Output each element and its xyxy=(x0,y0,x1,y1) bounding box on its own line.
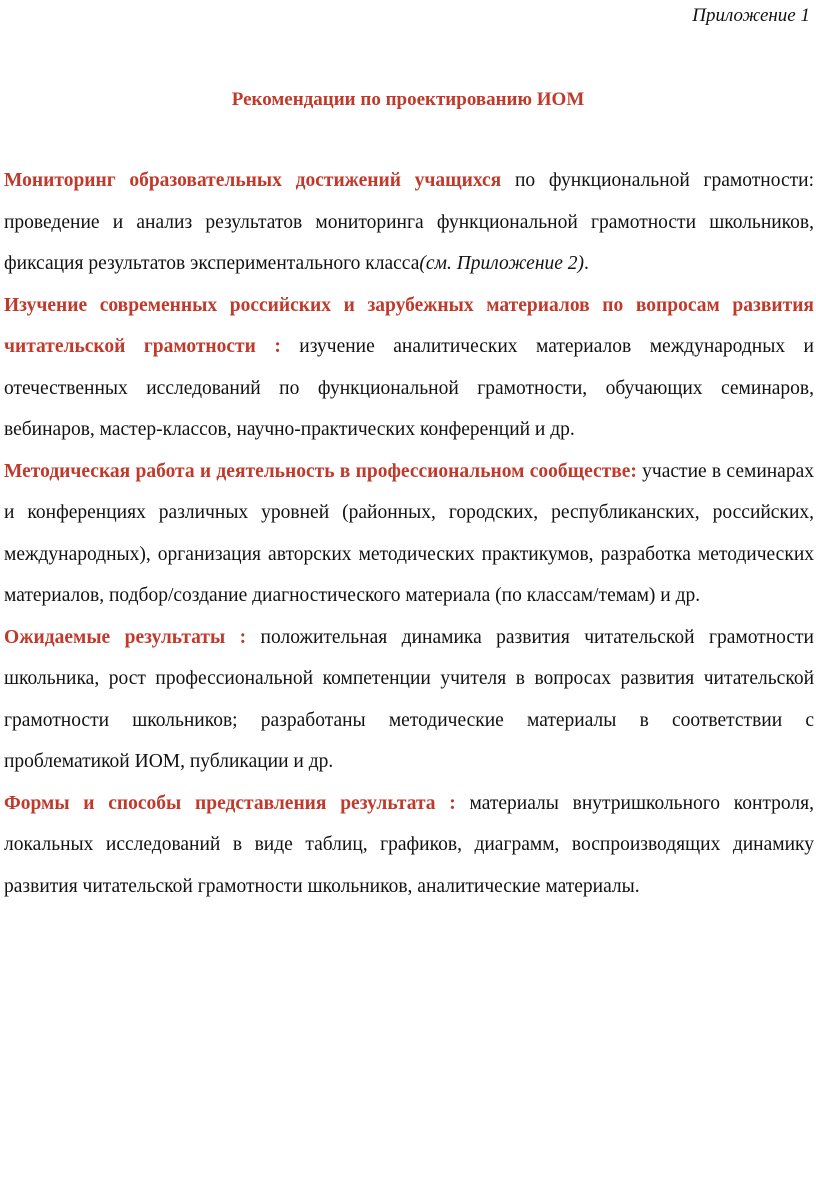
heading-methodical-work: Методическая работа и деятельность в профессиональном сообществе: xyxy=(4,460,637,482)
document-title: Рекомендации по проектированию ИОМ xyxy=(231,89,585,110)
text-monitoring: по функциональной грамотности: проведение и анализ результатов мониторинга функциональной грамотности школьников, фиксация результатов экспериментального класса xyxy=(4,170,814,274)
paragraph-expected-results xyxy=(4,617,814,783)
heading-study-materials: Изучение современных российских и зарубежных материалов по вопросам развития читательской грамотности : xyxy=(4,294,814,357)
paragraph-monitoring xyxy=(4,160,814,285)
text-study-materials: изучение аналитических материалов международных и отечественных исследований по функциональной грамотности, обучающих семинаров, вебинаров, мастер-классов, научно-практических конференций и др. xyxy=(4,336,814,440)
paragraph-methodical-work xyxy=(4,451,814,617)
text-result-forms: материалы внутришкольного контроля, локальных исследований в виде таблиц, графиков, диаграмм, воспроизводящих динамику развития читательской грамотности школьников, аналитические материалы. xyxy=(4,792,814,897)
paragraph-study-materials xyxy=(4,285,814,451)
text-methodical-work: участие в семинарах и конференциях различных уровней (районных, городских, республиканских, российских, международных), организация авторских методических практикумов, разработка методических материалов, подбор/создание диагностического материала (по классам/темам) и др. xyxy=(4,460,814,606)
document-body xyxy=(4,160,814,907)
text-monitoring-tail: . xyxy=(584,253,589,274)
note-appendix-reference: (см. Приложение 2) xyxy=(419,253,585,274)
appendix-label: Приложение 1 xyxy=(692,5,810,26)
heading-result-forms: Формы и способы представления результата : xyxy=(4,792,456,814)
text-expected-results: положительная динамика развития читательской грамотности школьника, рост профессиональной компетенции учителя в вопросах развития читательской грамотности школьников; разработаны методические материалы в соответствии с проблематикой ИОМ, публикации и др. xyxy=(4,626,814,772)
paragraph-result-forms xyxy=(4,783,814,908)
heading-monitoring: Мониторинг образовательных достижений учащихся xyxy=(4,170,502,191)
heading-expected-results: Ожидаемые результаты : xyxy=(4,626,247,648)
